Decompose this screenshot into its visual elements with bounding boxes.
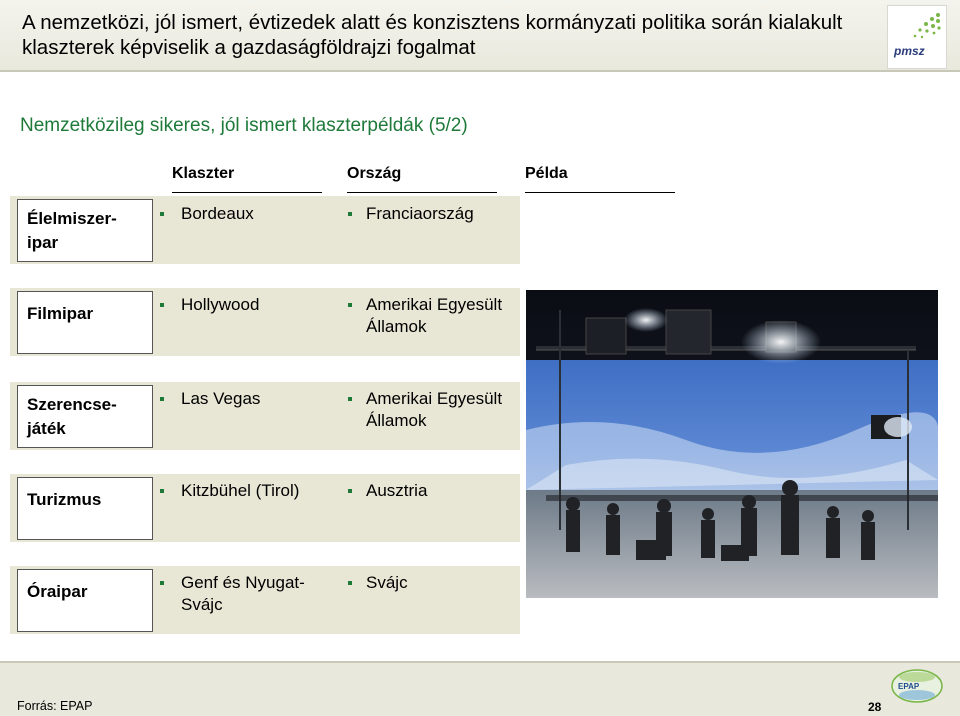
- column-rule-example: [525, 192, 675, 193]
- cluster-cell: Las Vegas: [181, 389, 261, 408]
- column-header-example: Példa: [525, 165, 568, 182]
- epap-logo-text: EPAP: [898, 682, 920, 691]
- source-note: Forrás: EPAP: [17, 699, 93, 713]
- country-cell: Amerikai Egyesült Államok: [366, 389, 503, 430]
- footer-divider: [0, 661, 960, 663]
- cluster-cell: Kitzbühel (Tirol): [181, 481, 300, 500]
- column-rule-cluster: [172, 192, 322, 193]
- header-bar: [0, 0, 960, 72]
- category-box: [17, 477, 153, 540]
- category-label: Turizmus: [27, 490, 102, 509]
- category-label: Szerencse-játék: [27, 395, 117, 438]
- country-cell: Franciaország: [366, 204, 474, 223]
- bullet-icon: [348, 303, 352, 307]
- cluster-cell: Bordeaux: [181, 204, 254, 223]
- cluster-cell: Genf és Nyugat-Svájc: [181, 573, 305, 614]
- column-header-cluster: Klaszter: [172, 165, 235, 182]
- epap-logo-icon: [890, 667, 944, 705]
- logo-text: pmsz: [894, 44, 925, 58]
- category-label: Óraipar: [27, 582, 88, 601]
- header-divider: [0, 70, 960, 72]
- footer-bar: [0, 661, 960, 716]
- bullet-icon: [160, 212, 164, 216]
- country-cell: Ausztria: [366, 481, 428, 500]
- bullet-icon: [348, 397, 352, 401]
- bullet-icon: [348, 581, 352, 585]
- slide-title: A nemzetközi, jól ismert, évtizedek alatt és konzisztens kormányzati politika során kialakult klaszterek képviselik a gazdaságföldrajzi fogalmat: [22, 11, 843, 59]
- column-header-country: Ország: [347, 165, 402, 182]
- category-box: [17, 199, 153, 262]
- country-cell: Amerikai Egyesült Államok: [366, 295, 503, 336]
- bullet-icon: [348, 489, 352, 493]
- category-label: Élelmiszer-ipar: [27, 209, 117, 252]
- category-label: Filmipar: [27, 304, 94, 323]
- bullet-icon: [348, 212, 352, 216]
- category-box: [17, 385, 153, 448]
- bullet-icon: [160, 581, 164, 585]
- pmsz-logo: [887, 5, 947, 69]
- bullet-icon: [160, 397, 164, 401]
- film-set-photo: [526, 290, 938, 598]
- category-box: [17, 291, 153, 354]
- cluster-cell: Hollywood: [181, 295, 260, 314]
- country-cell: Svájc: [366, 573, 408, 592]
- bullet-icon: [160, 303, 164, 307]
- section-subtitle: Nemzetközileg sikeres, jól ismert klaszterpéldák (5/2): [20, 115, 468, 136]
- logo-dots-icon: [908, 12, 942, 40]
- page-number: 28: [868, 700, 882, 714]
- category-box: [17, 569, 153, 632]
- bullet-icon: [160, 489, 164, 493]
- column-rule-country: [347, 192, 497, 193]
